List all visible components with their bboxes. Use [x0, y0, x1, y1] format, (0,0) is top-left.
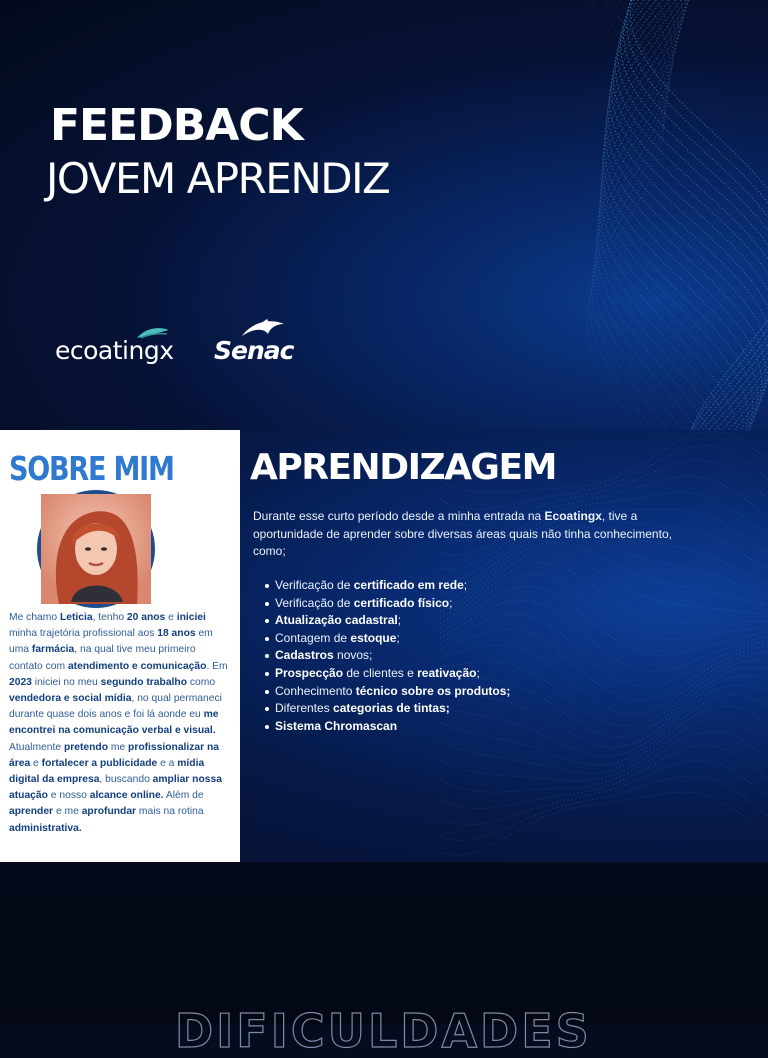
- page-subtitle: JOVEM APRENDIZ: [46, 154, 390, 203]
- about-bio-bold: ampliar nossa atuação: [9, 774, 222, 802]
- learning-intro-text: Durante esse curto período desde a minha entrada na: [253, 509, 545, 523]
- about-bio-bold: segundo trabalho: [100, 676, 187, 688]
- wave-line: [599, 0, 730, 430]
- learning-item-bold: certificado físico: [353, 595, 450, 610]
- wave-line: [604, 0, 762, 430]
- learning-item-text: ;: [449, 595, 453, 610]
- about-bio-bold: farmácia: [31, 644, 75, 656]
- learning-list-item: [262, 665, 510, 683]
- wave-line: [600, 0, 737, 430]
- senac-logo-text: Senac: [214, 336, 294, 365]
- learning-item-text: Contagem de: [275, 630, 351, 645]
- senac-logo: [214, 338, 293, 363]
- wave-dot-line: [440, 731, 768, 792]
- about-bio-text: , no qual permaneci durante quase dois anos e foi lá aonde eu: [9, 693, 222, 721]
- about-bio-text: . Em: [206, 660, 228, 672]
- about-bio-text: minha trajetória profissional aos: [9, 628, 158, 640]
- ecoatingx-logo: [55, 338, 174, 363]
- learning-item-bold: reativação: [417, 665, 477, 680]
- learning-item-text: Conhecimento: [275, 683, 356, 698]
- about-me-text: [9, 610, 231, 837]
- about-bio-text: Além de: [163, 790, 204, 802]
- wave-line: [611, 0, 768, 430]
- page-title: FEEDBACK: [50, 100, 303, 151]
- learning-intro-bold: Ecoatingx: [544, 509, 602, 523]
- about-bio-text: e: [165, 612, 177, 623]
- learning-list-item: [262, 683, 510, 701]
- wave-line: [618, 0, 768, 430]
- learning-item-text: ;: [397, 613, 402, 628]
- about-bio-bold: 20 anos: [126, 612, 166, 623]
- about-bio-text: Me chamo: [9, 612, 60, 623]
- wave-line: [590, 0, 665, 430]
- about-bio-text: iniciei no meu: [31, 676, 101, 688]
- wave-dot-line: [440, 792, 768, 855]
- learning-list: [262, 577, 510, 735]
- about-bio-bold: vendedora e social mídia: [9, 693, 132, 705]
- learning-intro-text: , tive a oportunidade de aprender sobre diversas áreas quais não tinha conhecimento, como;: [253, 509, 672, 558]
- learning-item-bold: técnico sobre os produtos;: [355, 683, 511, 698]
- about-bio-text: e: [30, 757, 42, 769]
- about-bio-bold: mídia digital da empresa: [9, 757, 205, 786]
- about-bio-bold: profissionalizar na área: [9, 741, 220, 769]
- leaf-icon: [135, 326, 171, 340]
- learning-list-item: [262, 630, 510, 648]
- learning-intro: [253, 508, 693, 561]
- hero-section: [0, 0, 768, 430]
- learning-item-text: Diferentes: [275, 701, 334, 716]
- about-bio-bold: Leticia: [59, 612, 93, 623]
- about-bio-text: , tenho: [92, 612, 127, 623]
- learning-list-item: [262, 595, 510, 613]
- learning-list-item: [262, 577, 510, 595]
- about-bio-text: e me: [53, 806, 82, 818]
- about-bio-bold: pretendo: [63, 741, 109, 753]
- about-bio-text: mais na rotina: [136, 806, 204, 818]
- wave-line: [608, 0, 768, 430]
- about-bio-bold: 2023: [9, 676, 32, 688]
- about-bio-bold: atendimento e comunicação: [67, 660, 207, 672]
- learning-item-text: novos;: [333, 648, 373, 663]
- learning-item-text: ;: [396, 630, 400, 645]
- about-bio-bold: 18 anos: [157, 628, 196, 640]
- learning-item-bold: Sistema Chromascan: [275, 718, 398, 733]
- about-me-card: [0, 430, 240, 862]
- learning-item-text: ;: [463, 578, 468, 592]
- ecoatingx-logo-text: ecoatingx: [55, 336, 174, 365]
- about-bio-text: e a: [157, 757, 178, 769]
- about-bio-bold: aprofundar: [81, 806, 137, 818]
- wave-dot-line: [440, 745, 768, 808]
- wave-line: [613, 0, 768, 430]
- wave-line: [624, 0, 768, 430]
- about-me-title: SOBRE MIM: [9, 449, 174, 488]
- about-bio-text: , na qual tive meu primeiro contato com: [9, 644, 196, 672]
- about-bio-text: como: [187, 676, 216, 688]
- about-bio-text: e nosso: [47, 790, 90, 802]
- about-bio-bold: me encontrei na comunicação verbal e visual.: [9, 709, 219, 737]
- learning-item-text: Verificação de: [275, 595, 354, 610]
- senac-bird-icon: [240, 318, 286, 340]
- about-bio-bold: fortalecer a publicidade: [41, 757, 158, 769]
- learning-list-item: [262, 700, 510, 718]
- learning-item-bold: categorias de tintas;: [333, 701, 450, 716]
- content-section: [0, 430, 768, 862]
- learning-list-item: [262, 647, 510, 665]
- learning-item-text: Verificação de: [275, 578, 354, 592]
- about-bio-text: Atualmente: [9, 741, 64, 753]
- about-bio-text: , buscando: [99, 774, 153, 786]
- wave-lines-decoration: [470, 0, 768, 430]
- difficulties-title: DIFICULDADES: [175, 1004, 592, 1058]
- difficulties-section: [0, 862, 768, 1058]
- learning-item-bold: Cadastros: [275, 648, 334, 663]
- learning-item-bold: Prospecção: [275, 665, 344, 680]
- learning-title: APRENDIZAGEM: [250, 447, 556, 488]
- about-bio-bold: administrativa.: [9, 822, 82, 834]
- about-bio-text: me: [108, 741, 129, 753]
- wave-dot-line: [440, 760, 768, 825]
- learning-list-item: [262, 612, 510, 630]
- learning-item-text: de clientes e: [343, 665, 418, 680]
- wave-line: [627, 0, 768, 430]
- learning-item-text: ;: [476, 665, 480, 680]
- about-bio-bold: alcance online.: [89, 790, 164, 802]
- learning-item-bold: estoque: [350, 630, 397, 645]
- learning-list-item: [262, 718, 510, 736]
- profile-photo: [41, 494, 151, 604]
- about-bio-text: em uma: [9, 628, 213, 656]
- about-bio-bold: iniciei: [176, 612, 206, 623]
- learning-item-bold: certificado em rede: [353, 578, 464, 592]
- wave-line: [621, 0, 768, 430]
- wave-dot-line: [440, 776, 768, 841]
- about-bio-bold: aprender: [9, 806, 54, 818]
- profile-photo-image: [41, 494, 151, 604]
- wave-line: [601, 0, 743, 430]
- learning-item-bold: Atualização cadastral: [275, 613, 398, 628]
- wave-line: [602, 0, 753, 430]
- wave-line: [630, 0, 768, 430]
